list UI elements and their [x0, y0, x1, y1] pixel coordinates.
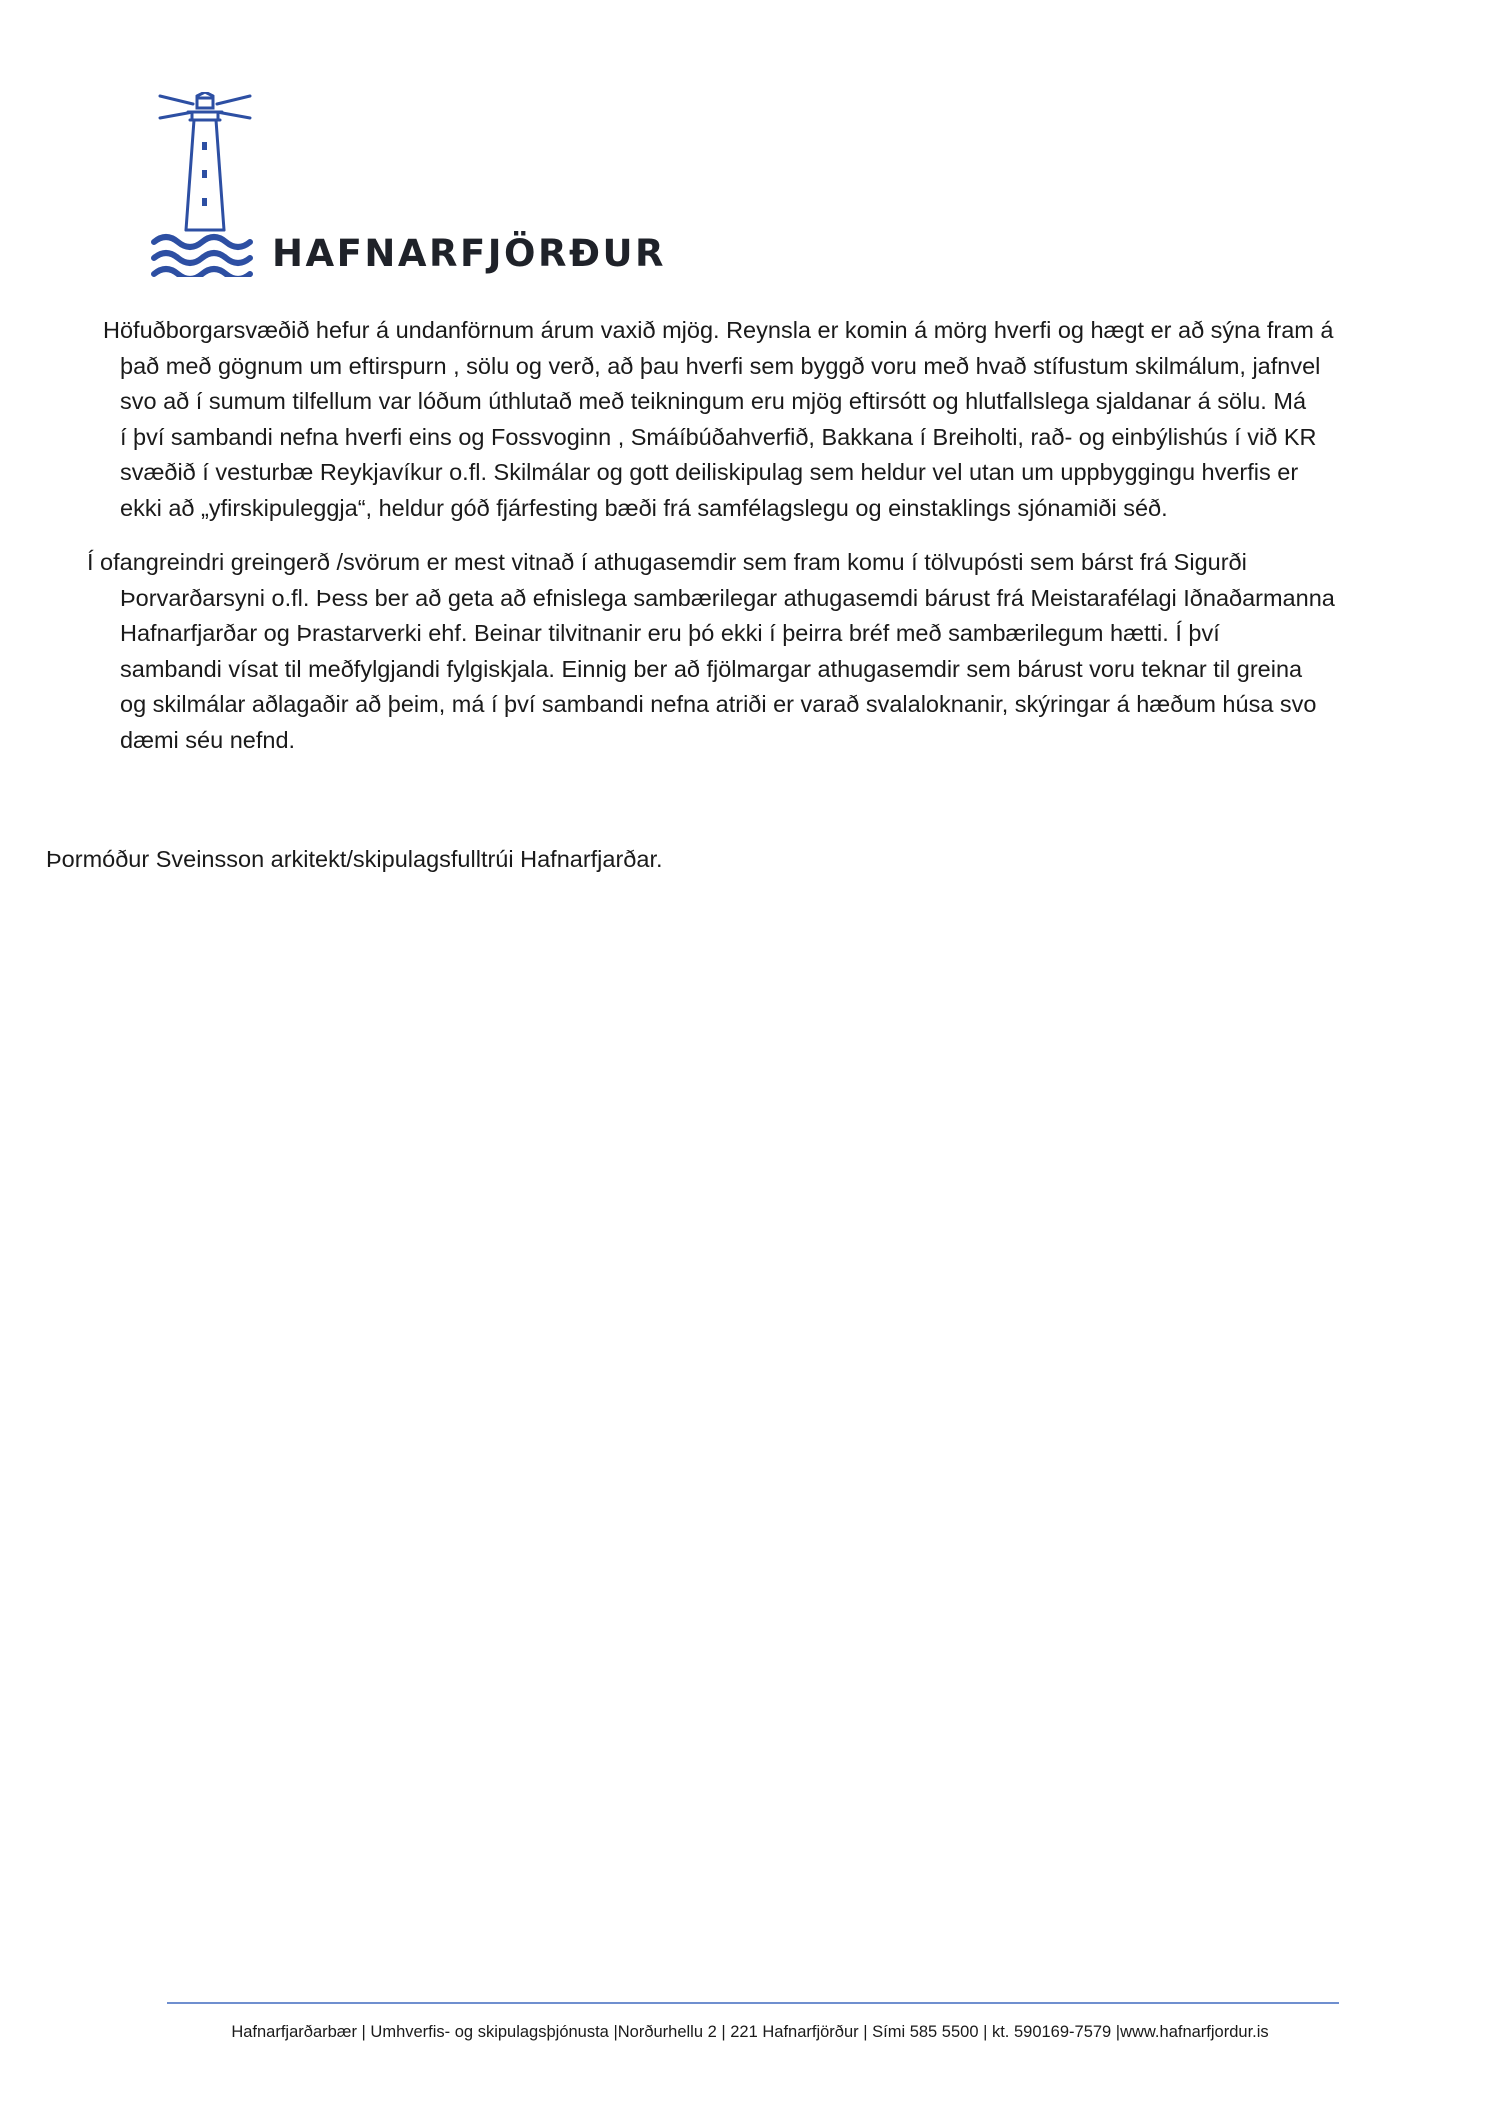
lighthouse-waves-icon	[150, 92, 260, 277]
footer-contact-info: Hafnarfjarðarbær | Umhverfis- og skipulagsþjónusta |Norðurhellu 2 | 221 Hafnarfjörður | Sími 585 5500 | kt. 590169-7579 |www.hafnarfjordur.is	[231, 2023, 1269, 2041]
signature-line: Þormóður Sveinsson arkitekt/skipulagsfulltrúi Hafnarfjarðar.	[46, 846, 663, 872]
paragraph-line: ekki að „yfirskipuleggja“, heldur góð fjárfesting bæði frá samfélagslegu og einstaklings sjónamiði séð.	[120, 494, 1168, 521]
paragraph-line: svo að í sumum tilfellum var lóðum úthlutað með teikningum eru mjög eftirsótt og hlutfallslega sjaldanar á sölu. Má	[120, 388, 1307, 415]
body-paragraph-1	[0, 313, 1333, 527]
paragraph-line: svæðið í vesturbæ Reykjavíkur o.fl. Skilmálar og gott deiliskipulag sem heldur vel utan um uppbyggingu hverfis er	[120, 459, 1299, 486]
letterhead-logo	[150, 92, 666, 292]
paragraph-line: Þorvarðarsyni o.fl. Þess ber að geta að efnislega sambærilegar athugasemdi bárust frá Meistarafélagi Iðnaðarmanna	[120, 584, 1335, 611]
paragraph-line: Höfuðborgarsvæðið hefur á undanförnum árum vaxið mjög. Reynsla er komin á mörg hverfi og hægt er að sýna fram á	[103, 317, 1334, 343]
body-paragraph-2	[0, 545, 1335, 759]
logo-wordmark: HAFNARFJÖRÐUR	[272, 232, 666, 275]
paragraph-line: sambandi vísat til meðfylgjandi fylgiskjala. Einnig ber að fjölmargar athugasemdir sem bárust voru teknar til greina	[120, 655, 1303, 682]
paragraph-line: og skilmálar aðlagaðir að þeim, má í því sambandi nefna atriði er varað svalaloknanir, skýringar á hæðum húsa svo	[120, 691, 1317, 718]
paragraph-line: dæmi séu nefnd.	[120, 726, 296, 753]
paragraph-line: Hafnarfjarðar og Þrastarverki ehf. Beinar tilvitnanir eru þó ekki í þeirra bréf með sambærilegum hætti. Í því	[120, 620, 1220, 647]
footer-divider	[167, 2002, 1339, 2004]
paragraph-line: í því sambandi nefna hverfi eins og Fossvoginn , Smáíbúðahverfið, Bakkana í Breiholti, rað- og einbýlishús í við KR	[120, 423, 1317, 450]
paragraph-line: Í ofangreindri greingerð /svörum er mest vitnað í athugasemdir sem fram komu í tölvupósti sem bárst frá Sigurði	[87, 549, 1247, 575]
paragraph-line: það með gögnum um eftirspurn , sölu og verð, að þau hverfi sem byggð voru með hvað stífustum skilmálum, jafnvel	[120, 352, 1321, 379]
